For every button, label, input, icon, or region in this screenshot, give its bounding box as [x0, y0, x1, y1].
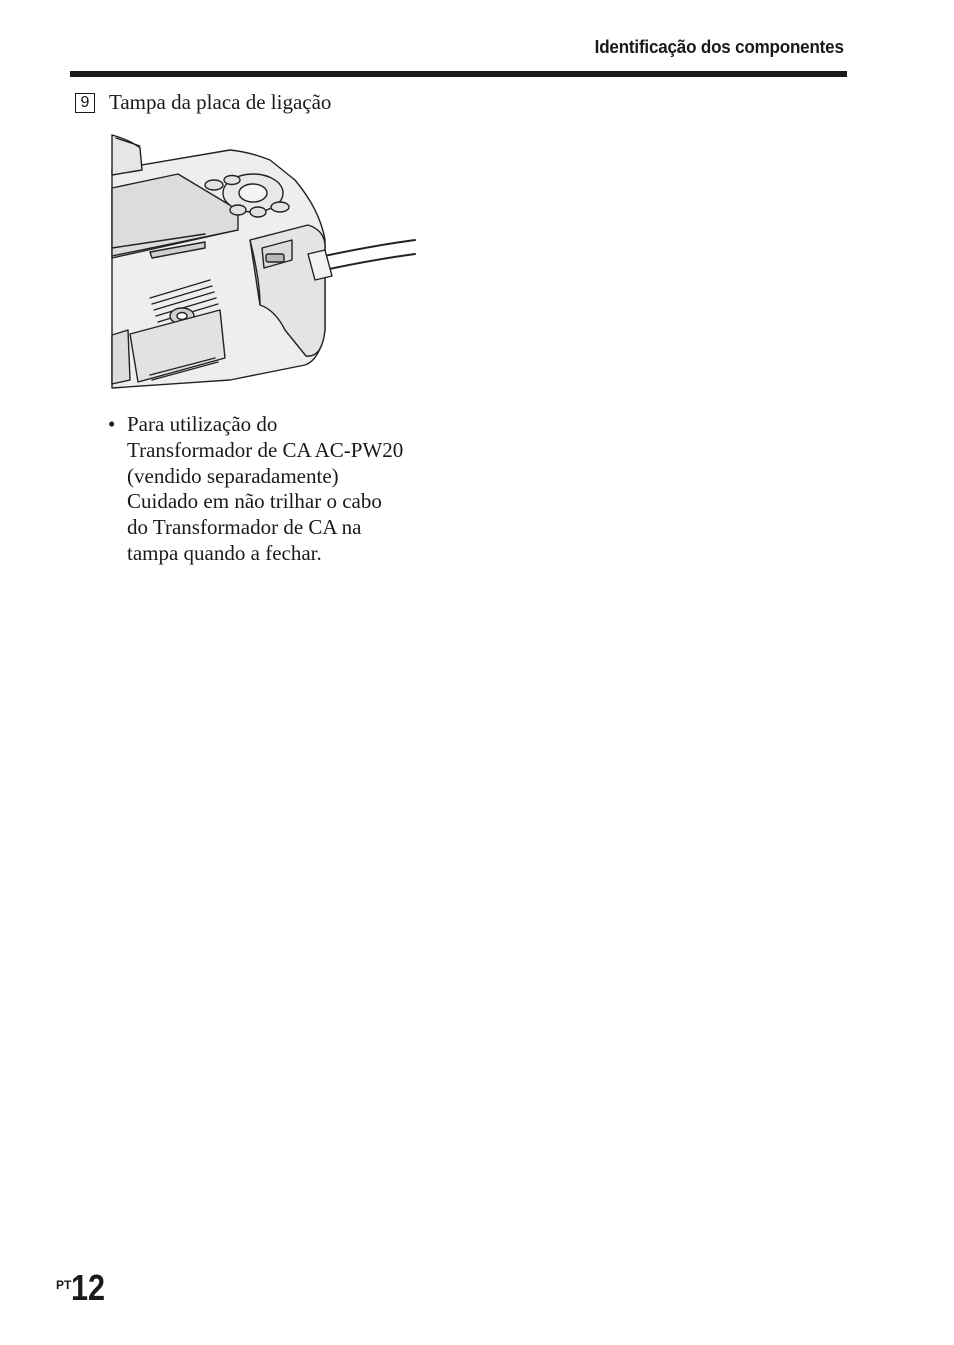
bullet: • [108, 412, 116, 436]
page-header-title: Identificação dos componentes [594, 36, 844, 57]
item-heading [75, 90, 331, 115]
note-line: Para utilização do [127, 412, 278, 436]
note-line: Transformador de CA AC-PW20 [127, 437, 404, 462]
language-code: PT [56, 1278, 72, 1292]
page-number: 12 [71, 1267, 106, 1308]
item-label: Tampa da placa de ligação [109, 90, 332, 114]
note-line: do Transformador de CA na [127, 515, 362, 540]
header-rule [70, 71, 847, 77]
camera-illustration [110, 130, 420, 392]
page-footer [56, 1268, 111, 1308]
item-number-box: 9 [75, 93, 95, 113]
note-text [127, 412, 403, 567]
usage-note [108, 412, 448, 567]
note-line: tampa quando a fechar. [127, 540, 322, 565]
note-line: (vendido separadamente) [127, 463, 339, 488]
note-line: Cuidado em não trilhar o cabo [127, 489, 382, 514]
